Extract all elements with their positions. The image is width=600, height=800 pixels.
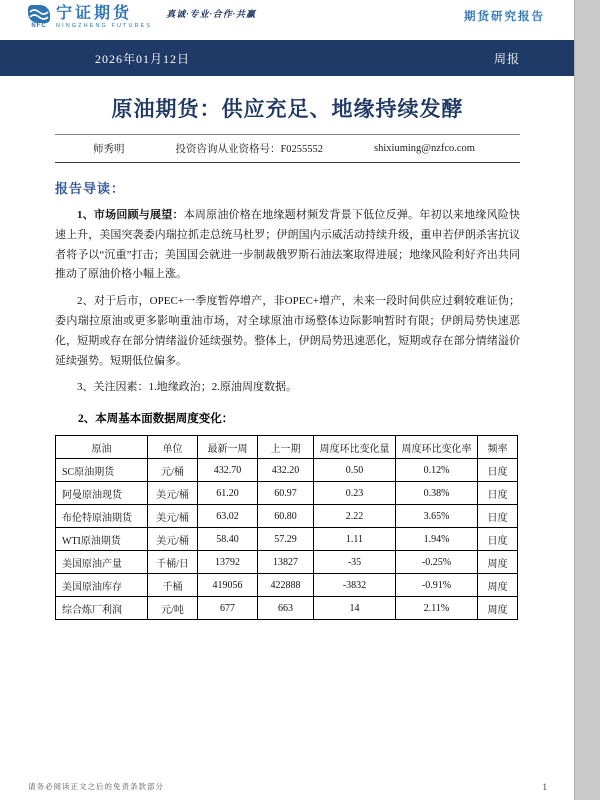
author-email: shixiuming@nzfco.com: [374, 143, 475, 154]
table-cell: 周度: [478, 551, 518, 574]
table-row: [56, 597, 518, 620]
table-cell: 57.29: [258, 528, 314, 551]
wave-icon: [28, 5, 50, 23]
brand-slogan: 真诚·专业·合作·共赢: [166, 9, 256, 19]
table-cell: 3.65%: [396, 505, 478, 528]
brand-logo-icon: [28, 5, 50, 23]
table-cell: 63.02: [198, 505, 258, 528]
table-row: [56, 528, 518, 551]
weekly-data-table: [55, 435, 518, 620]
report-period: 周报: [493, 51, 520, 66]
page-number: 1: [542, 782, 547, 792]
table-cell: 422888: [258, 574, 314, 597]
report-header: [0, 0, 575, 35]
disclaimer-note: 请务必阅读正文之后的免责条款部分: [28, 782, 164, 791]
table-cell: 432.70: [198, 459, 258, 482]
table-row: [56, 482, 518, 505]
table-row: [56, 574, 518, 597]
table-header-cell: 原油: [56, 436, 148, 459]
table-cell: 美元/桶: [148, 528, 198, 551]
table-cell: 日度: [478, 459, 518, 482]
table-cell: 61.20: [198, 482, 258, 505]
table-cell: 日度: [478, 482, 518, 505]
table-cell: SC原油期货: [56, 459, 148, 482]
page-side-strip: [574, 0, 600, 800]
date-bar: [0, 40, 575, 76]
table-cell: 美国原油库存: [56, 574, 148, 597]
table-cell: 2.22: [314, 505, 396, 528]
table-cell: -0.25%: [396, 551, 478, 574]
author-divider-bottom: [55, 162, 520, 163]
table-cell: 58.40: [198, 528, 258, 551]
paragraph-1-text: 本周原油价格在地缘题材频发背景下低位反弹。年初以来地缘风险快速上升，美国突袭委内瑞拉抓走总统马杜罗；伊朗国内示威活动持续升级，重申若伊朗杀害抗议者将予以“沉重”打击；美国国会就进一步制裁俄罗斯石油法案取得进展；地缘风险利好齐出共同推动了原油价格小幅上涨。: [55, 209, 521, 281]
table-header-cell: 频率: [478, 436, 518, 459]
table-cell: 美元/桶: [148, 482, 198, 505]
brand-name-en: NINGZHENG FUTURES: [56, 23, 153, 29]
author-row: [55, 135, 520, 162]
table-cell: 14: [314, 597, 396, 620]
table-cell: 0.38%: [396, 482, 478, 505]
table-header-cell: 周度环比变化量: [314, 436, 396, 459]
report-date: 2026年01月12日: [95, 51, 191, 66]
table-cell: 日度: [478, 528, 518, 551]
table-row: [56, 551, 518, 574]
table-cell: 432.20: [258, 459, 314, 482]
table-header-cell: 最新一周: [198, 436, 258, 459]
table-cell: -3832: [314, 574, 396, 597]
table-cell: 周度: [478, 597, 518, 620]
report-body: [55, 178, 520, 620]
table-row: [56, 505, 518, 528]
table-cell: 美元/桶: [148, 505, 198, 528]
table-cell: 元/吨: [148, 597, 198, 620]
table-cell: 13827: [258, 551, 314, 574]
table-cell: 60.80: [258, 505, 314, 528]
table-cell: 布伦特原油期货: [56, 505, 148, 528]
report-type-label: 期货研究报告: [464, 11, 545, 23]
table-cell: 677: [198, 597, 258, 620]
table-cell: 周度: [478, 574, 518, 597]
paragraph-1-lead: 1、市场回顾与展望：: [77, 209, 184, 221]
summary-paragraph-1: [55, 206, 520, 285]
table-cell: 663: [258, 597, 314, 620]
table-cell: -0.91%: [396, 574, 478, 597]
table-header-cell: 单位: [148, 436, 198, 459]
report-title: 原油期货：供应充足、地缘持续发酵: [111, 97, 464, 121]
table-cell: WTI原油期货: [56, 528, 148, 551]
table-section-heading: 2、本周基本面数据周度变化：: [78, 413, 234, 426]
table-header-cell: 上一期: [258, 436, 314, 459]
table-header-row: [56, 436, 518, 459]
table-cell: 美国原油产量: [56, 551, 148, 574]
table-cell: 0.50: [314, 459, 396, 482]
brand-name: 宁证期货: [56, 5, 133, 22]
table-cell: 0.23: [314, 482, 396, 505]
table-row: [56, 459, 518, 482]
table-cell: -35: [314, 551, 396, 574]
page-footer: [28, 781, 547, 792]
table-cell: 1.11: [314, 528, 396, 551]
brand-abbr: NFC: [31, 23, 47, 29]
summary-paragraph-3: 3、关注因素：1.地缘政治；2.原油周度数据。: [77, 381, 297, 394]
table-cell: 1.94%: [396, 528, 478, 551]
summary-paragraph-2: 2、对于后市，OPEC+一季度暂停增产，非OPEC+增产，未来一段时间供应过剩较难证伪；委内瑞拉原油或更多影响重油市场，对全球原油市场整体边际影响暂时有限；伊朗局势快速恶化，短期或存在部分情绪溢价延续强势。整体上，伊朗局势迅速恶化，短期或存在部分情绪溢价延续强势。短期低位偏多。: [55, 295, 520, 367]
table-header-cell: 周度环比变化率: [396, 436, 478, 459]
summary-heading: 报告导读：: [55, 181, 126, 196]
table-cell: 60.97: [258, 482, 314, 505]
brand-text: [56, 5, 152, 30]
author-name: 师秀明: [93, 144, 125, 155]
table-cell: 13792: [198, 551, 258, 574]
table-cell: 日度: [478, 505, 518, 528]
table-cell: 2.11%: [396, 597, 478, 620]
table-cell: 千桶: [148, 574, 198, 597]
brand-logo: [28, 5, 50, 30]
table-cell: 元/桶: [148, 459, 198, 482]
author-qualification: 投资咨询从业资格号：F0255552: [175, 144, 324, 155]
table-cell: 419056: [198, 574, 258, 597]
table-cell: 千桶/日: [148, 551, 198, 574]
table-cell: 综合炼厂利润: [56, 597, 148, 620]
table-cell: 阿曼原油现货: [56, 482, 148, 505]
table-cell: 0.12%: [396, 459, 478, 482]
